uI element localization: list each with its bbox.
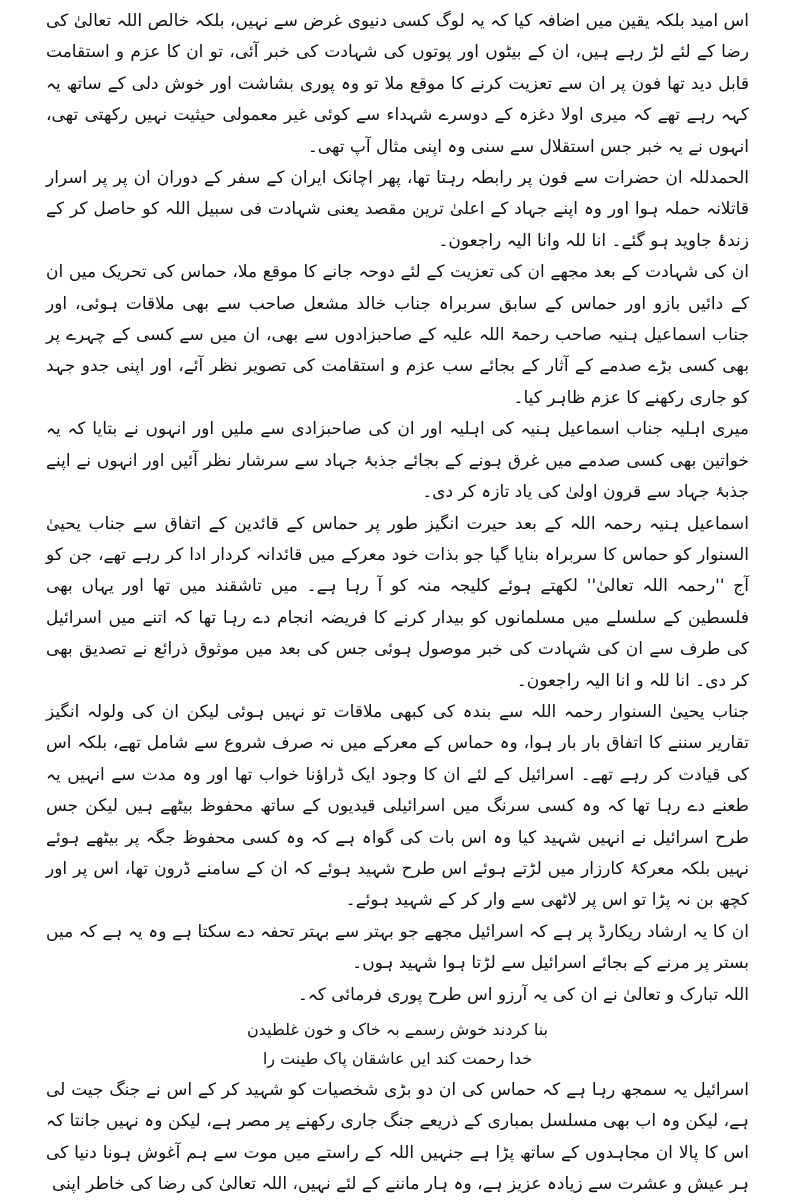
paragraph-hope-and-sons-martyrdom: اس امید بلکہ یقین میں اضافہ کیا کہ یہ لوگ کسی دنیوی غرض سے نہیں، بلکہ خالص اللہ تعالیٰ کی رضا کے لئے لڑ رہے ہیں، ان کے بیٹوں اور پوتوں کی شہادت کی خبر آئی، تو ان کا عزم و استقامت قابل دید تھا فون پر ان سے تعزیت کرنے کا موقع ملا تو وہ پوری بشاشت اور خوش دلی کے ساتھ یہ کہہ رہے تھے کہ میری اولا دغزہ کے دوسرے شہداء سے کوئی غیر معمولی حیثیت نہیں رکھتی تھی، انہوں نے یہ خبر جس استقلال سے سنی وہ اپنی مثال آپ تھی۔	[46, 11, 749, 157]
paragraph-doha-condolence: ان کی شہادت کے بعد مجھے ان کی تعزیت کے لئے دوحہ جانے کا موقع ملا، حماس کی تحریک میں ان کے دائیں بازو اور حماس کے سابق سربراہ جناب خالد مشعل صاحب سے بھی ملاقات ہوئی، اور جناب اسماعیل ہنیہ صاحب رحمۃ اللہ علیہ کے صاحبزادوں سے بھی، ان میں سے کسی کے چہرے پر بھی کسی بڑے صدمے کے آثار کے بجائے سب عزم و استقامت کی تصویر نظر آئے، اور اپنی جدو جہد کو جاری رکھنے کا عزم ظاہر کیا۔	[46, 262, 749, 408]
paragraph-sinwar-leadership: اسماعیل ہنیہ رحمہ اللہ کے بعد حیرت انگیز طور پر حماس کے قائدین کے اتفاق سے جناب یحییٰ السنوار کو حماس کا سربراہ بنایا گیا جو بذات خود معرکے میں قائدانہ کردار ادا کر رہے تھے، جن کو آج ''رحمہ اللہ تعالیٰ'' لکھتے ہوئے کلیجہ منہ کو آ رہا ہے۔ میں تاشقند میں تھا اور یہاں بھی فلسطین کے سلسلے میں مسلمانوں کو بیدار کرنے کا فریضہ انجام دے رہا تھا کہ اتنے میں اسرائیل کی طرف سے ان کی شہادت کی خبر موصول ہوئی جس کی بعد میں موثوق ذرائع نے تصدیق بھی کر دی۔ انا للہ و انا الیہ راجعون۔	[46, 513, 749, 691]
persian-couplet	[46, 1015, 749, 1073]
couplet-line-2: خدا رحمت کند ایں عاشقان پاک طینت را	[262, 1049, 533, 1068]
paragraph-sinwar-battle: جناب یحییٰ السنوار رحمہ اللہ سے بندہ کی کبھی ملاقات تو نہیں ہوئی لیکن ان کی ولولہ انگیز تقاریر سننے کا اتفاق بار بار ہوا، وہ حماس کے معرکے میں نہ صرف شروع سے شامل تھے، بلکہ اس کی قیادت کر رہے تھے۔ اسرائیل کے لئے ان کا وجود ایک ڈراؤنا خواب تھا اور وہ مدت سے انہیں یہ طعنے دے رہا تھا کہ وہ کسی سرنگ میں اسرائیلی قیدیوں کے ساتھ محفوظ بیٹھے ہیں لیکن جس طرح اسرائیل نے انہیں شہید کیا وہ اس بات کی گواہ ہے کہ وہ کسی محفوظ جگہ پر بیٹھے ہوئے نہیں بلکہ معرکۂ کارزار میں لڑتے ہوئے اس طرح شہید ہوئے کہ ان کے سامنے ڈرون تھا، اس پر اور کچھ بن نہ پڑا تو اس پر لاٹھی سے وار کر کے شہید ہوئے۔	[46, 701, 749, 911]
couplet-line-1: بنا کردند خوش رسمے بہ خاک و خون غلطیدن	[246, 1020, 549, 1039]
paragraph-women-resolve: میری اہلیہ جناب اسماعیل ہنیہ کی اہلیہ اور ان کی صاحبزادی سے ملیں اور انہوں نے بتایا کہ یہ خواتین بھی کسی صدمے میں غرق ہونے کے بجائے جذبۂ جہاد سے سرشار نظر آئیں اور انہوں نے اپنے جذبۂ جہاد سے قرون اولیٰ کی یاد تازہ کر دی۔	[46, 419, 749, 503]
paragraph-israel-war: اسرائیل یہ سمجھ رہا ہے کہ حماس کی ان دو بڑی شخصیات کو شہید کر کے اس نے جنگ جیت لی ہے، لیکن وہ اب بھی مسلسل بمباری کے ذریعے جنگ جاری رکھنے پر مصر ہے، لیکن وہ نہیں جانتا کہ اس کا پالا ان مجاہدوں کے ساتھ پڑا ہے جنہیں اللہ کے راستے میں موت سے ہم آغوش ہونا دنیا کی ہر عیش و عشرت سے زیادہ عزیز ہے، وہ ہار ماننے کے لئے نہیں، اللہ تعالیٰ کی رضا کی خاطر اپنی	[46, 1080, 749, 1195]
paragraph-iran-assassination: الحمدللہ ان حضرات سے فون پر رابطہ رہتا تھا، پھر اچانک ایران کے سفر کے دوران ان پر پر اسرار قاتلانہ حملہ ہوا اور وہ اپنے جہاد کے اعلیٰ ترین مقصد یعنی شہادت فی سبیل اللہ کو حاصل کر کے زندۂ جاوید ہو گئے۔ انا للہ وانا الیہ راجعون۔	[46, 168, 749, 251]
paragraph-wish-fulfilled: اللہ تبارک و تعالیٰ نے ان کی یہ آرزو اس طرح پوری فرمائی کہ۔	[297, 984, 749, 1005]
paragraph-sinwar-quote: ان کا یہ ارشاد ریکارڈ پر ہے کہ اسرائیل مجھے جو بہتر سے بہتر تحفہ دے سکتا ہے وہ یہ ہے کہ میں بستر پر مرنے کے بجائے اسرائیل سے لڑتا ہوا شہید ہوں۔	[46, 921, 749, 974]
